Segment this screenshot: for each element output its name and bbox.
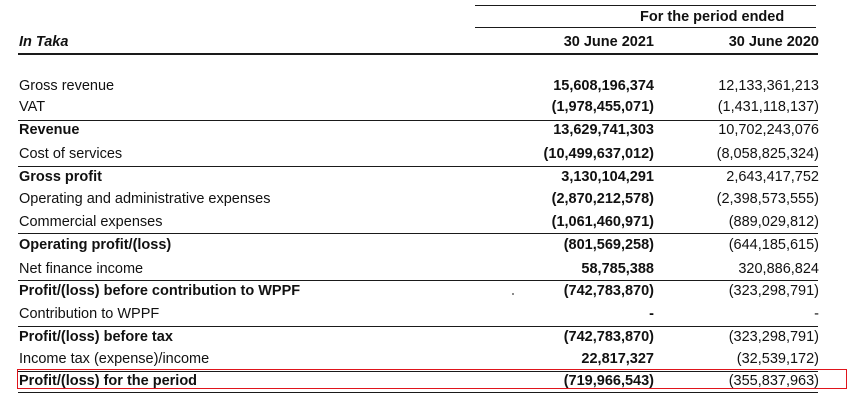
rule-above-profit-before-tax	[18, 326, 818, 327]
row-value-2020: (32,539,172)	[736, 351, 819, 367]
row-value-2021: 22,817,327	[581, 351, 654, 367]
row-value-2020: 12,133,361,213	[718, 78, 819, 94]
row-value-2021: 3,130,104,291	[561, 169, 654, 185]
row-label: Operating and administrative expenses	[19, 191, 271, 207]
row-label: Profit/(loss) before tax	[19, 329, 173, 345]
rule-above-profit-before-wppf	[18, 280, 818, 281]
row-value-2021: 58,785,388	[581, 261, 654, 277]
row-value-2021: (719,966,543)	[563, 373, 654, 389]
column-header-2021: 30 June 2021	[563, 34, 654, 50]
row-value-2020: 2,643,417,752	[726, 169, 819, 185]
rule-above-revenue	[18, 120, 818, 121]
row-value-2020: (323,298,791)	[728, 283, 819, 299]
row-value-2020: (2,398,573,555)	[716, 191, 819, 207]
row-value-2020: (1,431,118,137)	[717, 99, 819, 115]
row-value-2021: (1,978,455,071)	[551, 99, 654, 115]
row-value-2021: (801,569,258)	[563, 237, 654, 253]
row-value-2021: (1,061,460,971)	[551, 214, 654, 230]
row-value-2020: -	[814, 306, 819, 322]
row-label: Gross profit	[19, 169, 102, 185]
row-label: Cost of services	[19, 146, 123, 162]
rule-above-operating-profit	[18, 233, 818, 234]
row-label: Operating profit/(loss)	[19, 237, 172, 253]
row-value-2021: (10,499,637,012)	[543, 146, 654, 162]
highlight-box	[17, 369, 847, 389]
row-value-2020: 10,702,243,076	[718, 122, 819, 138]
unit-label: In Taka	[19, 34, 69, 50]
header-bottom-rule	[18, 53, 818, 55]
row-value-2020: 320,886,824	[738, 261, 819, 277]
row-label: Gross revenue	[19, 78, 115, 94]
row-label: Profit/(loss) before contribution to WPPF	[19, 283, 301, 299]
row-value-2021: (742,783,870)	[563, 329, 654, 345]
row-label: Net finance income	[19, 261, 144, 277]
row-label: Income tax (expense)/income	[19, 351, 210, 367]
top-rule-period	[475, 5, 816, 6]
row-label: VAT	[19, 99, 46, 115]
scan-speck	[512, 293, 514, 295]
row-value-2020: (889,029,812)	[728, 214, 819, 230]
period-underline	[475, 27, 816, 28]
row-label: Commercial expenses	[19, 214, 163, 230]
row-value-2021: 15,608,196,374	[553, 78, 654, 94]
row-value-2020: (355,837,963)	[728, 373, 819, 389]
rule-above-gross-profit	[18, 166, 818, 167]
row-label: Revenue	[19, 122, 80, 138]
row-label: Profit/(loss) for the period	[19, 373, 198, 389]
row-value-2020: (323,298,791)	[728, 329, 819, 345]
bottom-rule	[18, 392, 818, 393]
row-label: Contribution to WPPF	[19, 306, 160, 322]
row-value-2021: (742,783,870)	[563, 283, 654, 299]
column-header-2020: 30 June 2020	[728, 34, 819, 50]
row-value-2020: (644,185,615)	[728, 237, 819, 253]
row-value-2021: (2,870,212,578)	[551, 191, 654, 207]
period-caption: For the period ended	[640, 9, 785, 25]
row-value-2021: 13,629,741,303	[553, 122, 654, 138]
row-value-2020: (8,058,825,324)	[716, 146, 819, 162]
row-value-2021: -	[649, 306, 654, 322]
